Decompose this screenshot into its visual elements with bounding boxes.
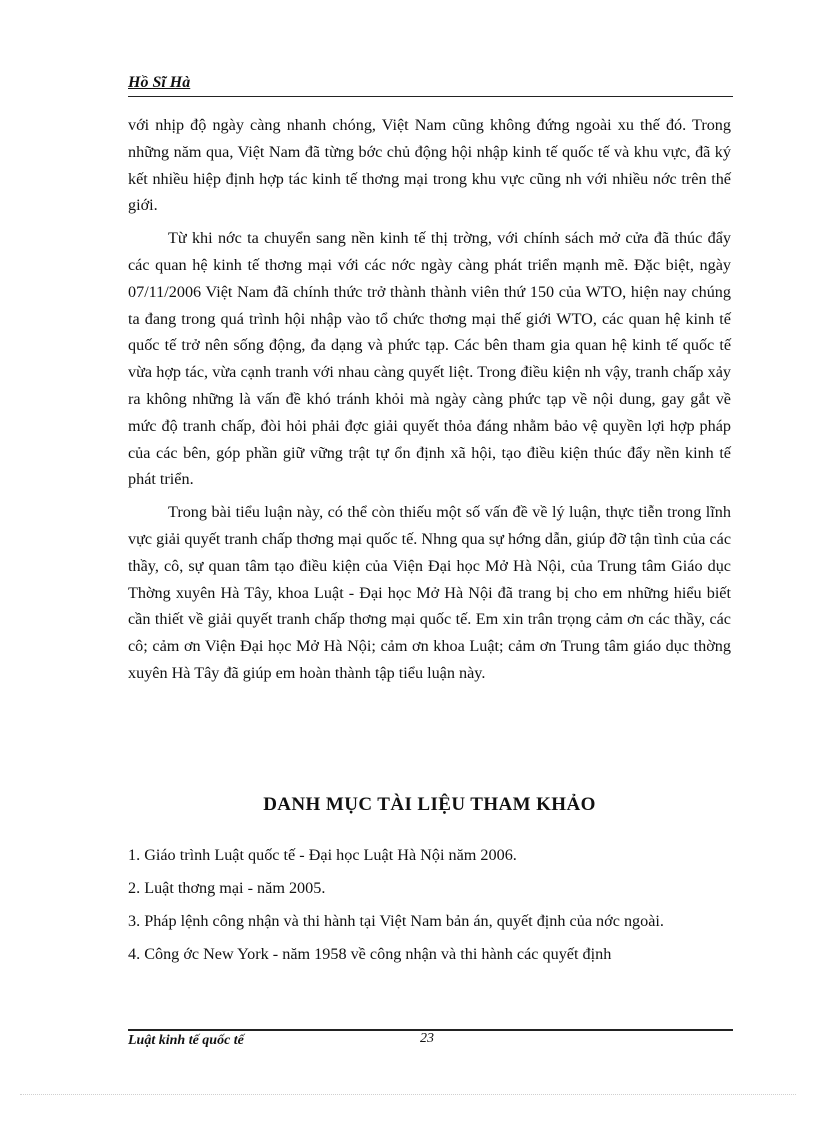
paragraph-2: Từ khi nớc ta chuyển sang nền kinh tế thị trờng, với chính sách mở cửa đã thúc đẩy các quan hệ kinh tế thơng mại với các nớc ngày càng phát triển mạnh mẽ. Đặc biệt, ngày 07/11/2006 Việt Nam đã chính thức trở thành thành viên thứ 150 của WTO, hiện nay chúng ta đang trong quá trình hội nhập vào tổ chức thơng mại thế giới WTO, các quan hệ kinh tế quốc tế trở nên sống động, đa dạng và phức tạp. Các bên tham gia quan hệ kinh tế quốc tế vừa hợp tác, vừa cạnh tranh với nhau càng quyết liệt. Trong điều kiện nh vậy, tranh chấp xảy ra không những là vấn đề khó tránh khỏi mà ngày càng phức tạp về nội dung, gay gắt về mức độ tranh chấp, đòi hỏi phải đợc giải quyết thỏa đáng nhằm bảo vệ quyền lợi hợp pháp của các bên, góp phần giữ vững trật tự ổn định xã hội, tạo điều kiện thúc đẩy nền kinh tế phát triển. [128, 229, 731, 489]
reference-item: 3. Pháp lệnh công nhận và thi hành tại Việt Nam bản án, quyết định của nớc ngoài. [128, 912, 664, 930]
references-heading: DANH MỤC TÀI LIỆU THAM KHẢO [263, 794, 596, 815]
references-list [128, 842, 731, 974]
header-author: Hồ Sĩ Hà [128, 74, 191, 91]
paragraph-1: với nhịp độ ngày càng nhanh chóng, Việt Nam cũng không đứng ngoài xu thế đó. Trong những năm qua, Việt Nam đã từng bớc chủ động hội nhập kinh tế quốc tế và khu vực, đã ký kết nhiều hiệp định hợp tác kinh tế thơng mại trong khu vực cũng nh với nhiều nớc trên thế giới. [128, 116, 731, 215]
footer-title: Luật kinh tế quốc tế [128, 1033, 244, 1048]
reference-item: 4. Công ớc New York - năm 1958 về công nhận và thi hành các quyết định [128, 945, 612, 963]
header-divider [128, 96, 733, 97]
page-number: 23 [420, 1031, 434, 1046]
paragraph-3: Trong bài tiểu luận này, có thể còn thiếu một số vấn đề về lý luận, thực tiễn trong lĩnh vực giải quyết tranh chấp thơng mại quốc tế. Nhng qua sự hớng dẫn, giúp đỡ tận tình của các thầy, cô, sự quan tâm tạo điều kiện của Viện Đại học Mở Hà Nội, của Trung tâm Giáo dục Thờng xuyên Hà Tây, khoa Luật - Đại học Mở Hà Nội đã trang bị cho em những hiểu biết cần thiết về giải quyết tranh chấp thơng mại quốc tế. Em xin trân trọng cảm ơn các thầy, các cô; cảm ơn Viện Đại học Mở Hà Nội; cảm ơn khoa Luật; cảm ơn Trung tâm giáo dục thờng xuyên Hà Tây đã giúp em hoàn thành tập tiểu luận này. [128, 503, 731, 682]
reference-item: 1. Giáo trình Luật quốc tế - Đại học Luật Hà Nội năm 2006. [128, 846, 517, 864]
page-bottom-divider [20, 1094, 796, 1095]
body-text [128, 112, 731, 693]
reference-item: 2. Luật thơng mại - năm 2005. [128, 879, 326, 897]
